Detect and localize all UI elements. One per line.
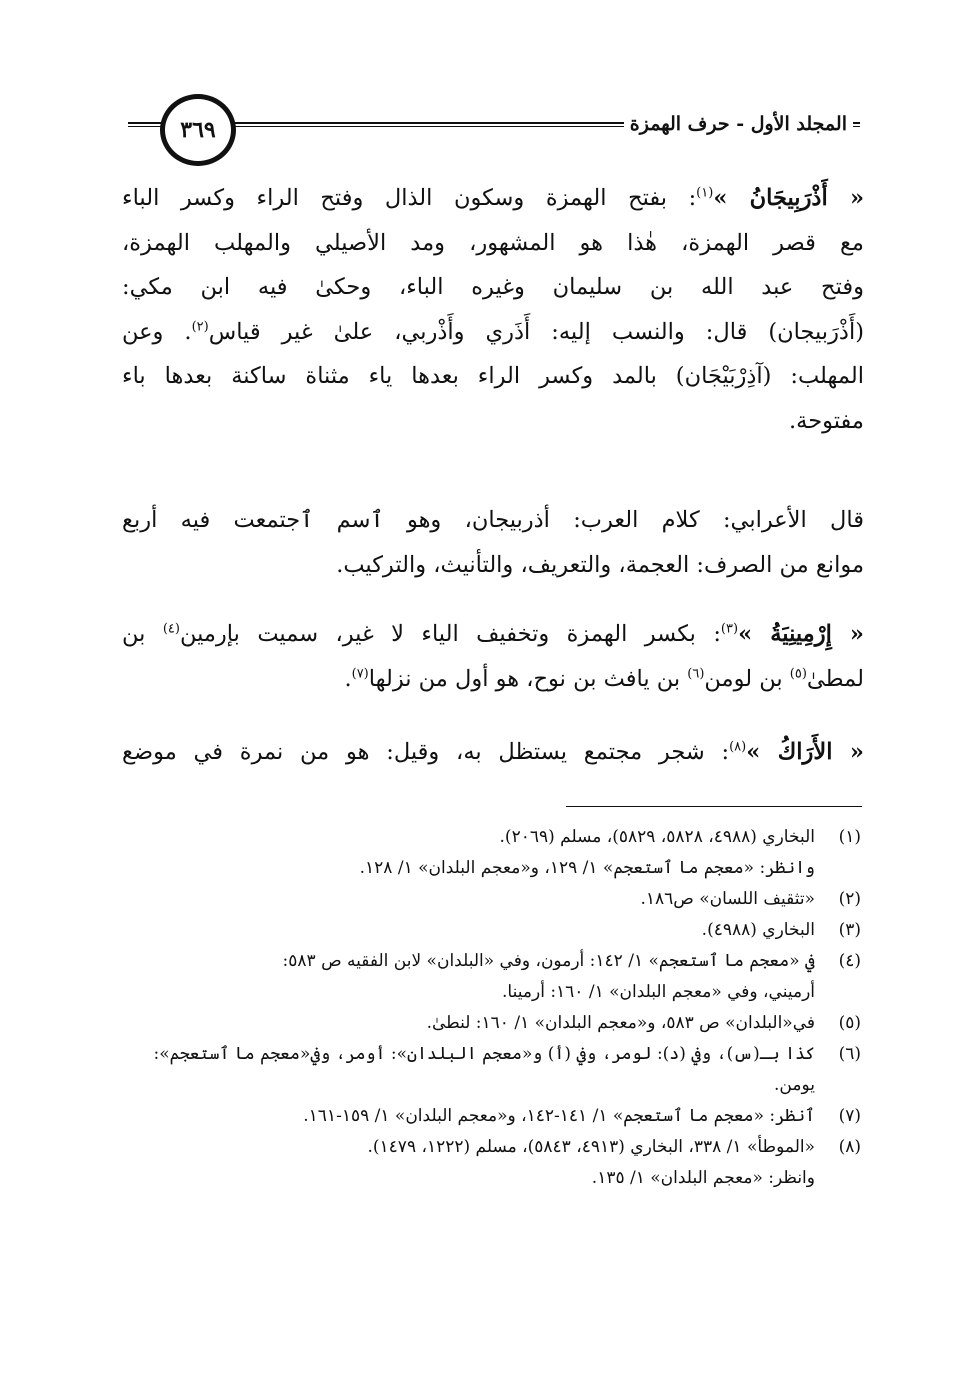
footnote-number: (٤) (838, 951, 861, 971)
footnote-line: في «معجم ما ٱستعجم» ١/ ١٤٢: أرمون، وفي «البلدان» لابن الفقيه ص ٥٨٣: (282, 951, 815, 971)
footnote-4 (121, 946, 861, 1008)
footnote-text (121, 946, 815, 1008)
page-number-badge (160, 94, 236, 166)
footnote-line: أرميني، وفي «معجم البلدان» ١/ ١٦٠: أرمينا. (502, 982, 815, 1002)
footnote-8 (121, 1132, 861, 1194)
footnote-line: البخاري (٤٩٨٨، ٥٨٢٨، ٥٨٢٩)، مسلم (٢٠٦٩). (499, 827, 815, 847)
footnote-ref: (٥) (789, 666, 807, 681)
text-line: وفتح عبد الله بن سليمان وغيره الباء، وحكىٰ فيه ابن مكي: (122, 274, 864, 300)
footnote-3 (121, 915, 861, 946)
footnote-ref: (٦) (687, 666, 705, 681)
footnote-text (121, 1132, 815, 1194)
footnote-ref: (٤) (162, 621, 180, 637)
page-number: ٣٦٩ (180, 117, 216, 143)
footnote-number: (٧) (838, 1106, 861, 1126)
entry-headword: « الأَرَاكُ » (746, 739, 864, 765)
footnote-text (121, 1008, 815, 1039)
footnote-2 (121, 884, 861, 915)
running-header: المجلد الأول - حرف الهمزة (624, 113, 853, 135)
footnote-ref: (١) (696, 185, 714, 201)
text-line: قال الأعرابي: كلام العرب: أذربيجان، وهو ٱسم ٱجتمعت فيه أربع (122, 507, 864, 533)
text-span: . (344, 665, 352, 692)
footnote-6 (121, 1039, 861, 1101)
entry-headword: « أَذْرَبِيجَانُ » (713, 185, 865, 211)
paragraph-irminiya (122, 612, 864, 701)
text-line: مع قصر الهمزة، هٰذا هو المشهور، ومد الأصيلي والمهلب الهمزة، (122, 229, 864, 256)
text-line: مفتوحة. (789, 407, 864, 434)
footnote-line: «تثقيف اللسان» ص١٨٦. (640, 889, 815, 909)
footnote-number: (٨) (838, 1137, 861, 1157)
footnote-separator (566, 806, 862, 807)
footnote-text (121, 822, 815, 884)
footnote-5 (121, 1008, 861, 1039)
footnote-line: البخاري (٤٩٨٨). (701, 920, 815, 940)
text-span: لمطىٰ (806, 665, 864, 692)
footnote-line: يومن. (774, 1075, 815, 1095)
footnote-ref: (٨) (729, 739, 747, 755)
text-span: بن يافث بن نوح، هو أول من نزلها (368, 665, 688, 692)
footnote-1 (121, 822, 861, 884)
text-span: (أَذْرَبيجان) قال: والنسب إليه: أَذَري وأَذْربي، علىٰ غير قياس (208, 318, 864, 345)
footnote-line: كذا بـ(س)، وفي (د): لومر، وفي (أ) و«معجم البلدان»: أومر، وفي«معجم ما ٱستعجم»: (153, 1044, 815, 1064)
text-span: بن لومن (704, 665, 790, 692)
header-rule-left (128, 122, 162, 127)
text-span: . وعن (122, 318, 192, 345)
footnote-line: في«البلدان» ص ٥٨٣، و«معجم البلدان» ١/ ١٦٠: لنطىٰ. (426, 1013, 815, 1033)
entry-headword: « إِرْمِينِيَةُ » (738, 621, 864, 647)
footnote-ref: (٢) (191, 319, 209, 334)
footnote-ref: (٣) (720, 621, 739, 637)
footnote-line: وانظر: «معجم ما ٱستعجم» ١/ ١٢٩، و«معجم البلدان» ١/ ١٢٨. (359, 858, 815, 878)
footnotes (121, 822, 861, 1194)
footnote-line: ٱنظر: «معجم ما ٱستعجم» ١/ ١٤١-١٤٢، و«معجم البلدان» ١/ ١٥٩-١٦١. (303, 1106, 815, 1126)
footnote-number: (١) (838, 827, 861, 847)
text-line: موانع من الصرف: العجمة، والتعريف، والتأنيث، والتركيب. (336, 551, 864, 578)
footnote-text (121, 884, 815, 915)
text-span: : بفتح الهمزة وسكون الذال وفتح الراء وكسر الباء (122, 185, 697, 211)
footnote-text (121, 1101, 815, 1132)
text-line (122, 176, 864, 221)
text-span: بن (122, 621, 163, 647)
text-line (122, 657, 864, 702)
paragraph-arabi-quote (122, 498, 864, 587)
text-line (122, 730, 864, 775)
paragraph-adharbayjan (122, 176, 864, 443)
footnote-number: (٣) (838, 920, 861, 940)
footnote-text (121, 1039, 815, 1101)
text-span: : بكسر الهمزة وتخفيف الياء لا غير، سميت بإرمين (179, 621, 721, 647)
footnote-number: (٢) (838, 889, 861, 909)
footnote-text (121, 915, 815, 946)
paragraph-arak (122, 730, 864, 775)
footnote-7 (121, 1101, 861, 1132)
footnote-number: (٦) (838, 1044, 861, 1064)
footnote-number: (٥) (838, 1013, 861, 1033)
text-span: : شجر مجتمع يستظل به، وقيل: هو من نمرة في موضع (122, 739, 730, 765)
text-line (122, 612, 864, 657)
footnote-line: وانظر: «معجم البلدان» ١/ ١٣٥. (591, 1168, 815, 1188)
footnote-ref: (٧) (351, 666, 369, 681)
text-line: المهلب: (آذِرْبَيْجَان) بالمد وكسر الراء بعدها ياء مثناة ساكنة بعدها باء (122, 363, 864, 389)
text-line (122, 310, 864, 355)
footnote-line: «الموطأ» ١/ ٣٣٨، البخاري (٤٩١٣، ٥٨٤٣)، مسلم (١٢٢٢، ١٤٧٩). (367, 1137, 815, 1157)
